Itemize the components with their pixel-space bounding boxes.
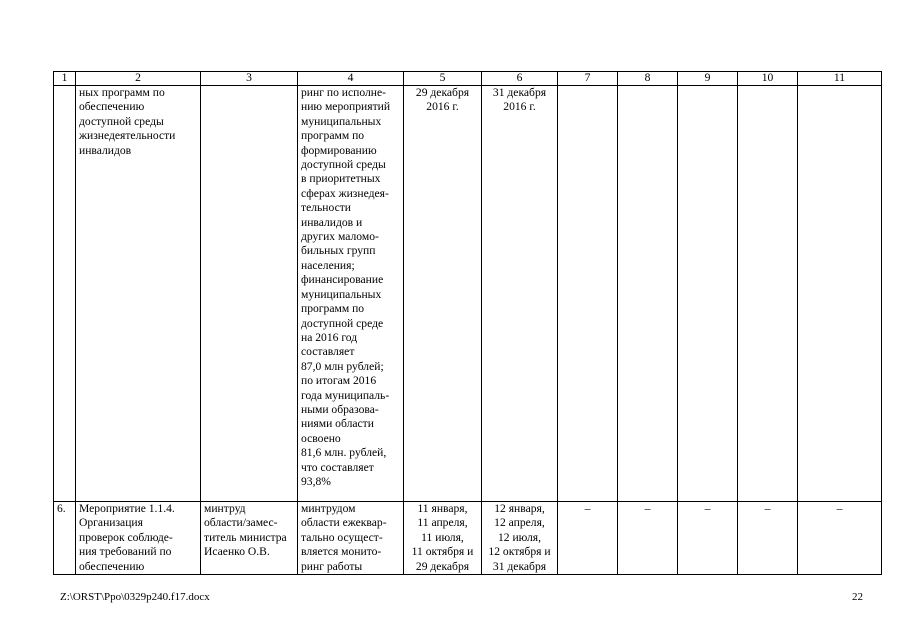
cell-text-line: Мероприятие 1.1.4. xyxy=(79,502,175,515)
table-cell: 6. xyxy=(54,502,76,575)
column-header: 10 xyxy=(738,72,798,86)
cell-text-line: освоено xyxy=(301,431,341,445)
cell-text-line: доступной среды xyxy=(301,158,386,172)
cell-text-line: населения; xyxy=(301,258,355,272)
page-number: 22 xyxy=(852,591,863,603)
column-header: 6 xyxy=(482,72,558,86)
cell-text-line: 12 апреля, xyxy=(494,516,545,530)
cell-text-line: области ежеквар- xyxy=(301,516,387,530)
cell-text-line: 11 января, xyxy=(417,502,468,515)
cell-text-line: других маломо- xyxy=(301,230,379,244)
cell-text-line: инвалидов и xyxy=(301,215,363,229)
table-cell xyxy=(404,86,482,502)
cell-text-line: минтруд xyxy=(204,502,246,515)
cell-text-line: программ по xyxy=(301,129,365,143)
cell-text-line: 87,0 млн рублей; xyxy=(301,359,384,373)
cell-text-line: 31 декабря xyxy=(492,86,547,99)
cell-text-line: 11 апреля, xyxy=(417,516,468,530)
table-cell xyxy=(404,502,482,575)
footer-file-path: Z:\ORST\Ppo\0329p240.f17.docx xyxy=(60,591,210,603)
cell-text-line: обеспечению xyxy=(79,100,145,114)
table-cell: – xyxy=(798,502,882,575)
table-cell xyxy=(798,86,882,502)
cell-text-line: ринг работы xyxy=(301,559,363,573)
cell-text-line: инвалидов xyxy=(79,143,132,157)
cell-text-line: Организация xyxy=(79,516,143,530)
column-header: 4 xyxy=(298,72,404,86)
table-cell xyxy=(618,86,678,502)
cell-text-line: 2016 г. xyxy=(426,100,459,114)
cell-text-line: 93,8% xyxy=(301,474,331,488)
cell-text-line: муниципальных xyxy=(301,287,382,301)
table-row xyxy=(54,86,882,502)
cell-text-line: области/замес- xyxy=(204,516,278,530)
cell-text-line: тельности xyxy=(301,201,351,215)
cell-text-line: нию мероприятий xyxy=(301,100,391,114)
cell-text-line: в приоритетных xyxy=(301,172,381,186)
table-cell: – xyxy=(618,502,678,575)
table-cell xyxy=(558,86,618,502)
cell-text-line: минтрудом xyxy=(301,502,356,515)
cell-text-line: программ по xyxy=(301,302,365,316)
cell-text-line: что составляет xyxy=(301,460,374,474)
cell-text-line: тально осущест- xyxy=(301,530,383,544)
cell-text-line: доступной среды xyxy=(79,114,164,128)
cell-text-line: года муниципаль- xyxy=(301,388,390,402)
cell-text-line: бильных групп xyxy=(301,244,376,258)
table-cell: – xyxy=(678,502,738,575)
data-table xyxy=(53,71,882,575)
cell-text-line: составляет xyxy=(301,345,355,359)
column-header: 3 xyxy=(201,72,298,86)
table-cell: – xyxy=(738,502,798,575)
table-cell xyxy=(76,502,201,575)
cell-text-line: ниями области xyxy=(301,417,374,431)
cell-text-line: вляется монито- xyxy=(301,545,382,559)
column-header: 9 xyxy=(678,72,738,86)
cell-text-line: титель министра xyxy=(204,530,287,544)
cell-text-line: формированию xyxy=(301,143,377,157)
cell-text-line: 81,6 млн. рублей, xyxy=(301,446,387,460)
cell-text-line: сферах жизнедея- xyxy=(301,186,389,200)
table-cell xyxy=(54,86,76,502)
table-cell xyxy=(738,86,798,502)
cell-text-line: 29 декабря xyxy=(415,559,470,573)
cell-text-line: 11 июля, xyxy=(421,530,464,544)
cell-text-line: по итогам 2016 xyxy=(301,374,377,388)
cell-text-line: 2016 г. xyxy=(503,100,536,114)
table-cell xyxy=(482,502,558,575)
cell-text-line: Исаенко О.В. xyxy=(204,545,270,559)
column-header: 5 xyxy=(404,72,482,86)
table-cell xyxy=(298,502,404,575)
cell-text-line: обеспечению xyxy=(79,559,145,573)
table-cell xyxy=(76,86,201,502)
cell-text-line: финансирование xyxy=(301,273,384,287)
cell-text-line: ных программ по xyxy=(79,86,165,99)
cell-text-line: на 2016 год xyxy=(301,330,358,344)
column-numbers-row xyxy=(54,72,882,86)
table-cell xyxy=(678,86,738,502)
column-header: 2 xyxy=(76,72,201,86)
cell-text-line: доступной среде xyxy=(301,316,384,330)
cell-text-line: 12 июля, xyxy=(497,530,542,544)
cell-text-line: 29 декабря xyxy=(415,86,470,99)
table-cell xyxy=(298,86,404,502)
column-header: 7 xyxy=(558,72,618,86)
column-header: 8 xyxy=(618,72,678,86)
cell-text-line: 31 декабря xyxy=(492,559,547,573)
cell-text-line: проверок соблюде- xyxy=(79,530,173,544)
table-cell xyxy=(482,86,558,502)
cell-text-line: ния требований по xyxy=(79,545,172,559)
cell-text-line: муниципальных xyxy=(301,114,382,128)
cell-text-line: ринг по исполне- xyxy=(301,86,386,99)
table-row xyxy=(54,502,882,575)
cell-text-line: жизнедеятельности xyxy=(79,129,176,143)
table-cell: – xyxy=(558,502,618,575)
table-cell xyxy=(201,86,298,502)
cell-text-line: 12 января, xyxy=(494,502,545,515)
column-header: 1 xyxy=(54,72,76,86)
table-cell xyxy=(201,502,298,575)
cell-text-line: ными образова- xyxy=(301,402,379,416)
cell-text-line: 11 октября и xyxy=(411,545,474,559)
cell-text-line: 12 октября и xyxy=(488,545,551,559)
column-header: 11 xyxy=(798,72,882,86)
